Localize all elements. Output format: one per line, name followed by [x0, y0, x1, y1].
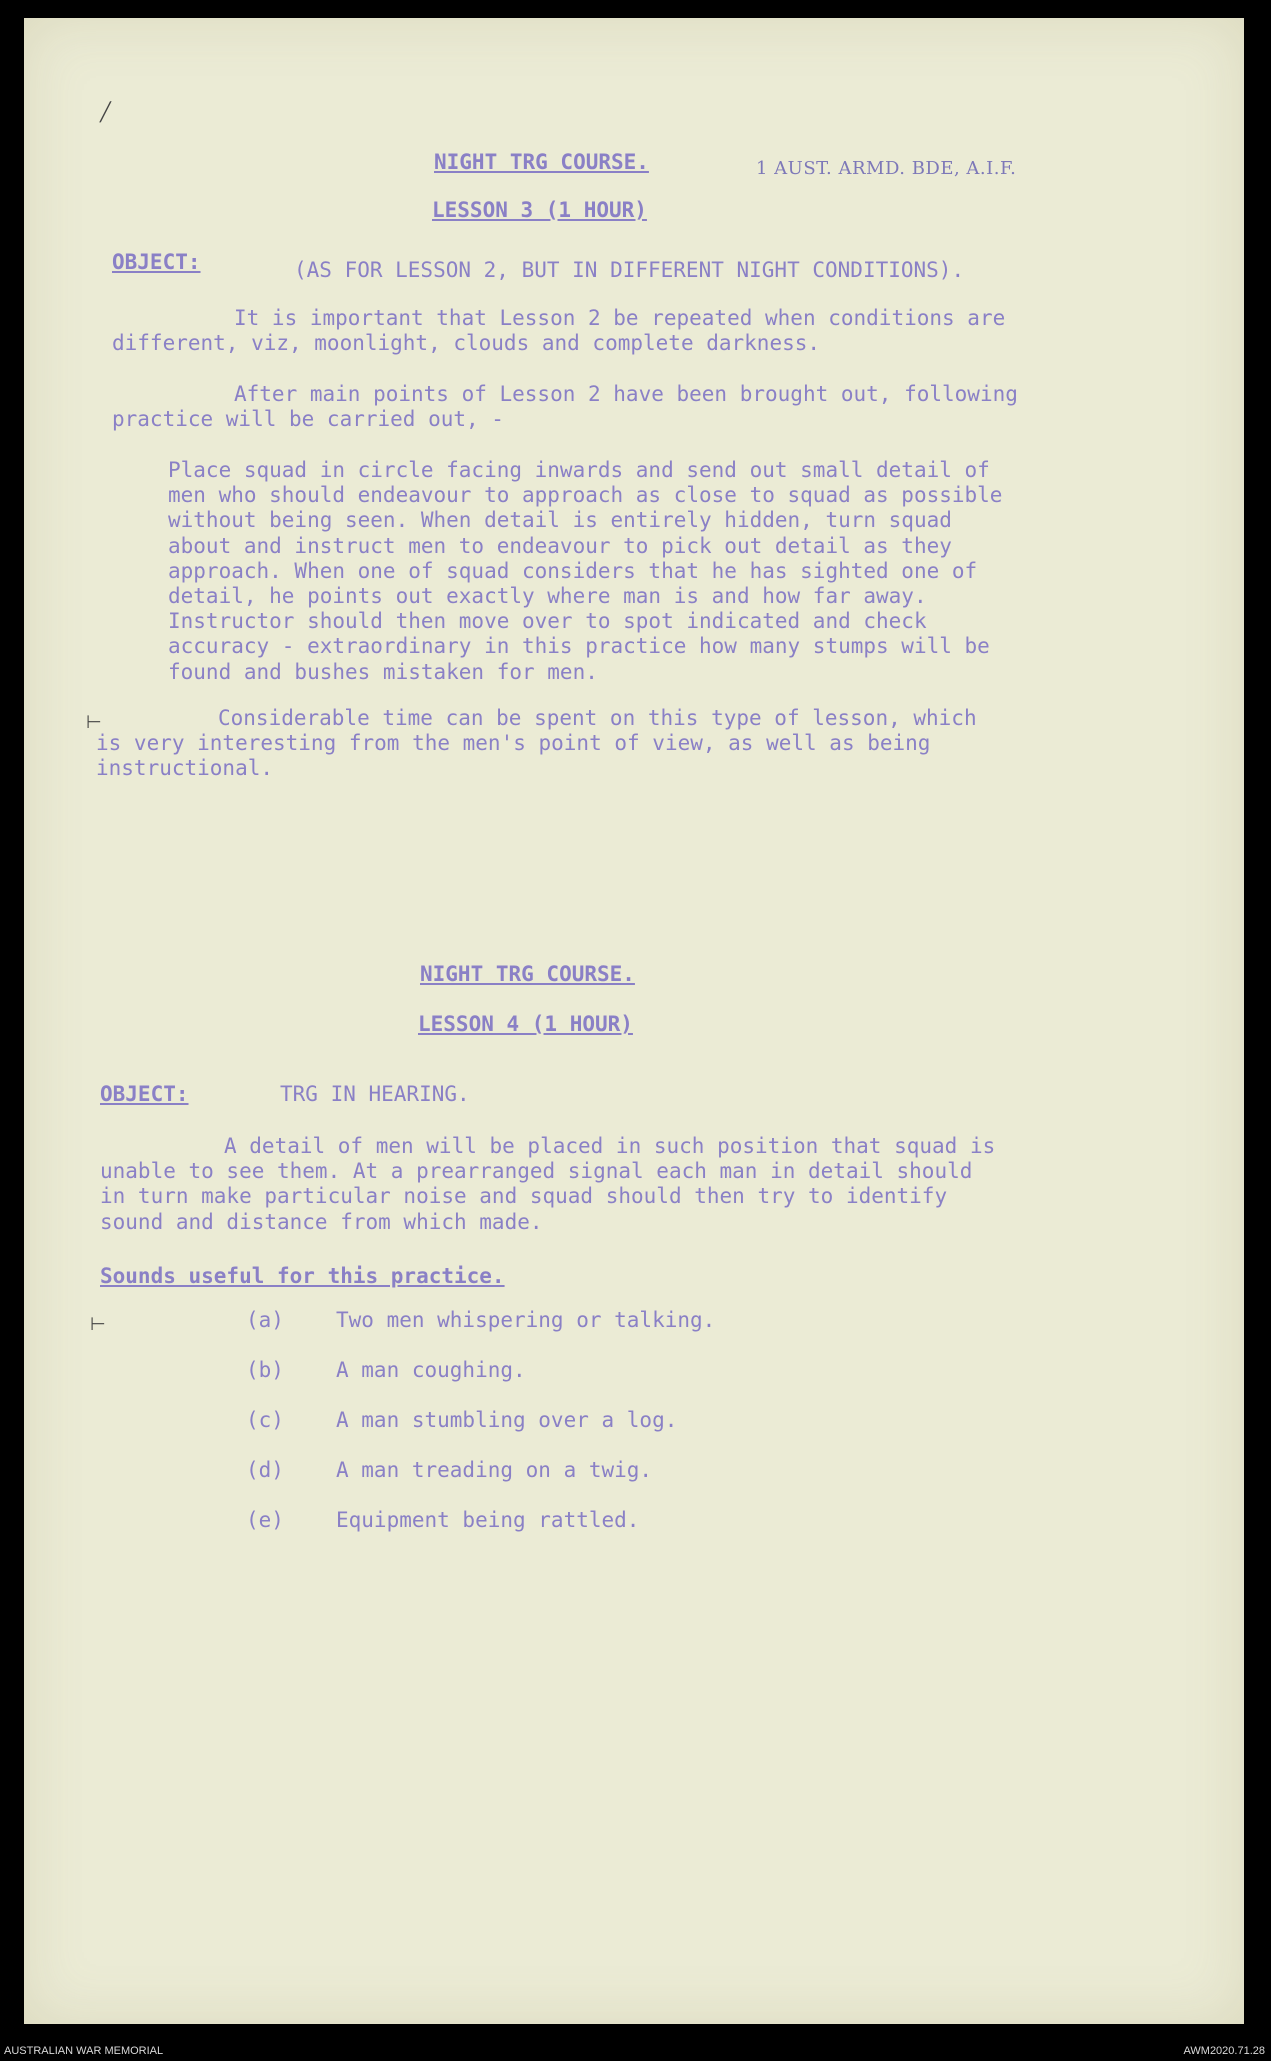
sounds-list	[246, 1308, 1146, 1568]
lesson4-object-text: TRG IN HEARING.	[280, 1082, 470, 1106]
text-line: A detail of men will be placed in such position that squad is	[224, 1134, 996, 1158]
text-line: instructional.	[96, 756, 274, 781]
text-line: about and instruct men to endeavour to pick out detail as they	[168, 533, 952, 558]
text-line: men who should endeavour to approach as close to squad as possible	[168, 483, 1003, 508]
text-line: accuracy - extraordinary in this practice how many stumps will be	[168, 634, 990, 659]
item-label: (c)	[246, 1408, 284, 1432]
text-line: in turn make particular noise and squad should then try to identify	[100, 1184, 948, 1209]
item-label: (e)	[246, 1508, 284, 1532]
lesson4-object-label: OBJECT:	[100, 1082, 189, 1106]
lesson4-paragraph-1	[100, 1134, 995, 1235]
item-text: A man coughing.	[336, 1358, 526, 1382]
lesson3-course-heading: NIGHT TRG COURSE.	[434, 150, 649, 174]
list-item	[246, 1358, 526, 1383]
lesson3-paragraph-2	[112, 382, 1018, 432]
lesson3-paragraph-1	[112, 306, 1005, 356]
text-line: sound and distance from which made.	[100, 1209, 543, 1234]
list-item	[246, 1458, 652, 1483]
punch-mark-icon: ⊢	[90, 1314, 106, 1335]
item-text: A man treading on a twig.	[336, 1458, 653, 1482]
lesson3-object-label: OBJECT:	[112, 250, 201, 274]
text-line: Place squad in circle facing inwards and send out small detail of	[168, 458, 990, 482]
list-item	[246, 1508, 639, 1533]
sounds-heading: Sounds useful for this practice.	[100, 1264, 505, 1288]
text-line: is very interesting from the men's point of view, as well as being	[96, 731, 931, 756]
text-line: found and bushes mistaken for men.	[168, 659, 598, 684]
footer-accession-number: AWM2020.71.28	[1183, 2045, 1265, 2057]
footer-credit: AUSTRALIAN WAR MEMORIAL	[4, 2045, 164, 2057]
item-text: Equipment being rattled.	[336, 1508, 640, 1532]
list-item	[246, 1308, 715, 1333]
text-line: Considerable time can be spent on this type of lesson, which	[218, 706, 977, 730]
lesson3-paragraph-4	[96, 706, 977, 782]
item-label: (d)	[246, 1458, 284, 1482]
punch-mark-icon: ⊢	[86, 712, 102, 733]
text-line: Instructor should then move over to spot indicated and check	[168, 609, 927, 634]
list-item	[246, 1408, 677, 1433]
text-line: practice will be carried out, -	[112, 407, 504, 432]
item-text: A man stumbling over a log.	[336, 1408, 678, 1432]
lesson3-paragraph-3	[168, 458, 1002, 685]
text-line: It is important that Lesson 2 be repeated when conditions are	[234, 306, 1006, 330]
text-line: different, viz, moonlight, clouds and complete darkness.	[112, 331, 821, 356]
text-line: approach. When one of squad considers that he has sighted one of	[168, 558, 978, 583]
punch-mark-icon: ╱	[100, 102, 111, 123]
lesson4-heading: LESSON 4 (1 HOUR)	[418, 1012, 633, 1036]
text-line: unable to see them. At a prearranged signal each man in detail should	[100, 1159, 973, 1184]
item-label: (a)	[246, 1308, 284, 1332]
text-line: detail, he points out exactly where man is and how far away.	[168, 583, 927, 608]
item-text: Two men whispering or talking.	[336, 1308, 716, 1332]
lesson3-object-text: (AS FOR LESSON 2, BUT IN DIFFERENT NIGHT CONDITIONS).	[294, 258, 965, 282]
item-label: (b)	[246, 1358, 284, 1382]
text-line: without being seen. When detail is entirely hidden, turn squad	[168, 508, 952, 533]
lesson3-heading: LESSON 3 (1 HOUR)	[432, 198, 647, 222]
unit-stamp: 1 AUST. ARMD. BDE, A.I.F.	[756, 158, 1017, 179]
document-page	[24, 18, 1244, 2024]
text-line: After main points of Lesson 2 have been brought out, following	[234, 382, 1018, 406]
lesson4-course-heading: NIGHT TRG COURSE.	[420, 962, 635, 986]
